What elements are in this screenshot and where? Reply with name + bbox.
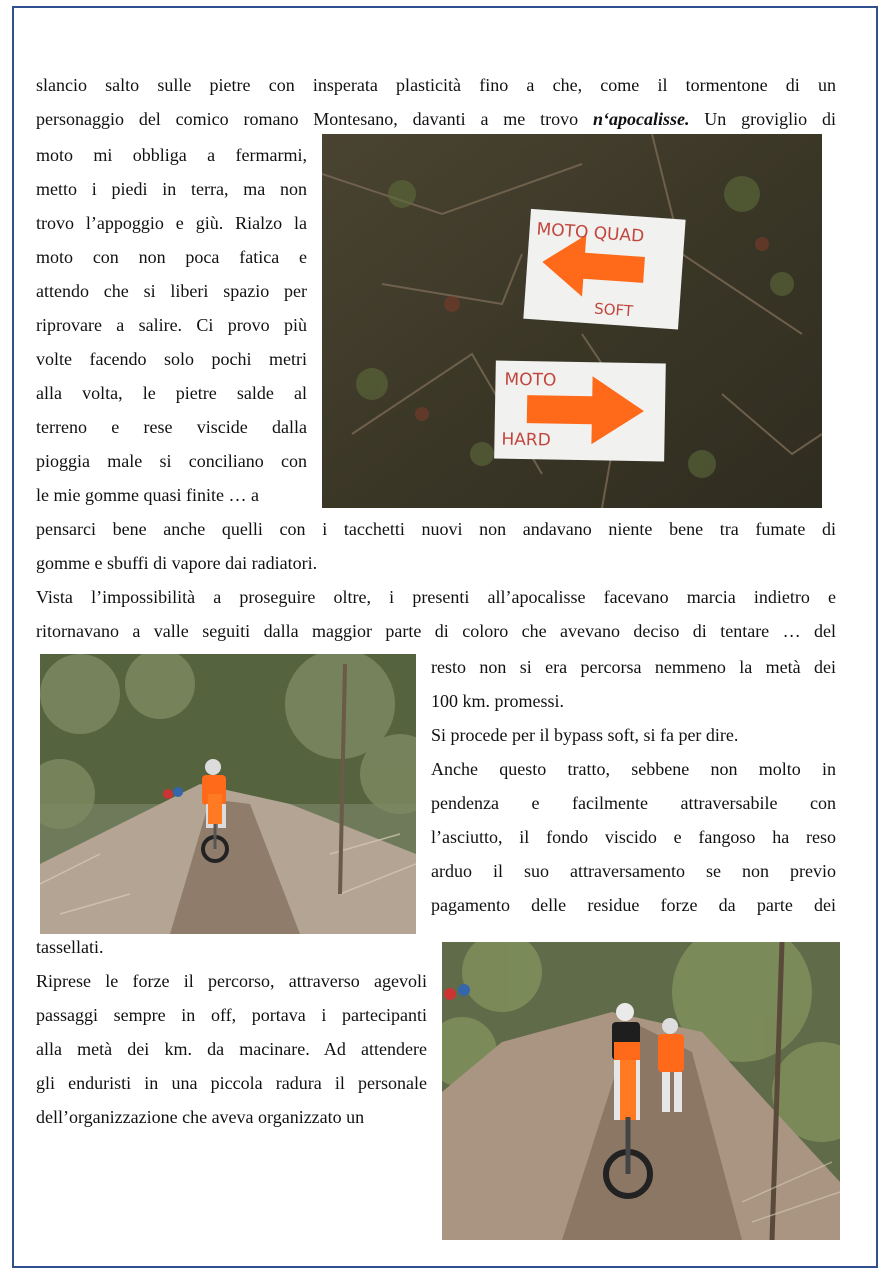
text-fragment: Un groviglio di [689, 109, 836, 129]
text-line: Vista l’impossibilità a proseguire oltre, i presenti all’apocalisse facevano marcia indietro e [36, 587, 836, 607]
text-line: moto con non poca fatica e [36, 247, 307, 267]
text-line: pensarci bene anche quelli con i tacchetti nuovi non andavano niente bene tra fumate di [36, 519, 836, 539]
text-line: alla volta, le pietre salde al [36, 383, 307, 403]
text-line: Riprese le forze il percorso, attraverso agevoli [36, 971, 427, 991]
sign-label: SOFT [593, 299, 634, 321]
text-line: riprovare a salire. Ci provo più [36, 315, 307, 335]
sign-label: MOTO [504, 369, 557, 391]
text-line: slancio salto sulle pietre con insperata plasticità fino a che, come il tormentone di un [36, 75, 836, 95]
text-line [36, 102, 836, 136]
text-line: volte facendo solo pochi metri [36, 349, 307, 369]
photo-riders-climbing [442, 942, 840, 1240]
photo-trail-signs [322, 134, 822, 508]
text-line: pendenza e facilmente attraversabile con [431, 793, 836, 813]
text-line: ritornavano a valle seguiti dalla maggior parte di coloro che avevano deciso di tentare … del [36, 621, 836, 641]
text-line: dell’organizzazione che aveva organizzato un [36, 1107, 365, 1127]
text-line: metto i piedi in terra, ma non [36, 179, 307, 199]
text-line: pioggia male si conciliano con [36, 451, 307, 471]
text-line: passaggi sempre in off, portava i partecipanti [36, 1005, 427, 1025]
text-fragment: personaggio del comico romano Montesano, davanti a me trovo [36, 109, 593, 129]
sign-label: MOTO QUAD [535, 219, 645, 247]
text-line: le mie gomme quasi finite … a [36, 485, 259, 505]
text-line: pagamento delle residue forze da parte dei [431, 895, 836, 915]
photo-rider-trail [40, 654, 416, 934]
text-line: terreno e rese viscide dalla [36, 417, 307, 437]
text-line: resto non si era percorsa nemmeno la metà dei [431, 657, 836, 677]
text-line: gli enduristi in una piccola radura il personale [36, 1073, 427, 1093]
sign-label: HARD [501, 429, 551, 451]
text-line: Si procede per il bypass soft, si fa per dire. [431, 725, 739, 745]
text-line: gomme e sbuffi di vapore dai radiatori. [36, 553, 318, 573]
text-line: Anche questo tratto, sebbene non molto in [431, 759, 836, 779]
text-line: arduo il suo attraversamento se non previo [431, 861, 836, 881]
text-line: moto mi obbliga a fermarmi, [36, 145, 307, 165]
text-line: 100 km. promessi. [431, 691, 564, 711]
text-line: alla metà dei km. da macinare. Ad attendere [36, 1039, 427, 1059]
text-line: attendo che si liberi spazio per [36, 281, 307, 301]
text-line: l’asciutto, il fondo viscido e fangoso ha reso [431, 827, 836, 847]
text-line: trovo l’appoggio e giù. Rialzo la [36, 213, 307, 233]
emphasis-text: n‘apocalisse. [592, 109, 690, 129]
text-line: tassellati. [36, 937, 104, 957]
